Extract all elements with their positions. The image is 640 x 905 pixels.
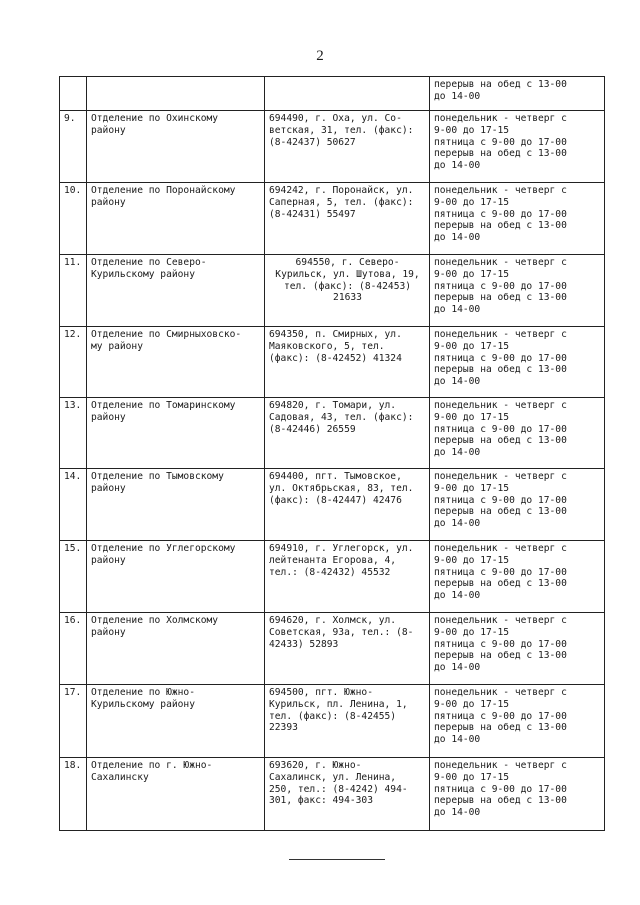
- department-cell: Отделение по Углегорскому району: [87, 541, 265, 613]
- address-cell: 694400, пгт. Тымовское, ул. Октябрьская, 83, тел. (факс): (8-42447) 42476: [265, 469, 430, 541]
- table-row-continuation: [60, 77, 605, 111]
- row-number-cell: 14.: [60, 469, 87, 541]
- address-cell: 694550, г. Северо- Курильск, ул. Шутова, 19, тел. (факс): (8-42453) 21633: [265, 255, 430, 327]
- row-number-cell: 9.: [60, 111, 87, 183]
- address-cell: 694490, г. Оха, ул. Со- ветская, 31, тел. (факс): (8-42437) 50627: [265, 111, 430, 183]
- address-cell: [265, 77, 430, 111]
- hours-cell: понедельник - четверг с 9-00 до 17-15 пятница с 9-00 до 17-00 перерыв на обед с 13-00 до 14-00: [430, 111, 605, 183]
- department-cell: Отделение по Холмскому району: [87, 613, 265, 685]
- department-cell: Отделение по г. Южно- Сахалинску: [87, 758, 265, 831]
- address-cell: 693620, г. Южно- Сахалинск, ул. Ленина, 250, тел.: (8-4242) 494- 301, факс: 494-303: [265, 758, 430, 831]
- hours-cell: понедельник - четверг с 9-00 до 17-15 пятница с 9-00 до 17-00 перерыв на обед с 13-00 до 14-00: [430, 255, 605, 327]
- hours-cell: понедельник - четверг с 9-00 до 17-15 пятница с 9-00 до 17-00 перерыв на обед с 13-00 до 14-00: [430, 685, 605, 758]
- department-cell: Отделение по Тымовскому району: [87, 469, 265, 541]
- table-row: [60, 255, 605, 327]
- hours-cell: понедельник - четверг с 9-00 до 17-15 пятница с 9-00 до 17-00 перерыв на обед с 13-00 до 14-00: [430, 183, 605, 255]
- hours-cell: понедельник - четверг с 9-00 до 17-15 пятница с 9-00 до 17-00 перерыв на обед с 13-00 до 14-00: [430, 469, 605, 541]
- table-row: [60, 111, 605, 183]
- address-cell: 694820, г. Томари, ул. Садовая, 43, тел. (факс): (8-42446) 26559: [265, 398, 430, 469]
- hours-cell: понедельник - четверг с 9-00 до 17-15 пятница с 9-00 до 17-00 перерыв на обед с 13-00 до 14-00: [430, 398, 605, 469]
- row-number-cell: 11.: [60, 255, 87, 327]
- row-number-cell: 10.: [60, 183, 87, 255]
- address-cell: 694242, г. Поронайск, ул. Саперная, 5, тел. (факс): (8-42431) 55497: [265, 183, 430, 255]
- table-row: [60, 541, 605, 613]
- address-cell: 694350, п. Смирных, ул. Маяковского, 5, тел. (факс): (8-42452) 41324: [265, 327, 430, 398]
- department-cell: Отделение по Охинскому району: [87, 111, 265, 183]
- row-number-cell: 15.: [60, 541, 87, 613]
- table-row: [60, 613, 605, 685]
- row-number-cell: 16.: [60, 613, 87, 685]
- table-row: [60, 327, 605, 398]
- department-cell: Отделение по Томаринскому району: [87, 398, 265, 469]
- row-number-cell: 13.: [60, 398, 87, 469]
- department-cell: Отделение по Северо- Курильскому району: [87, 255, 265, 327]
- table-row: [60, 469, 605, 541]
- row-number-cell: 17.: [60, 685, 87, 758]
- address-cell: 694910, г. Углегорск, ул. лейтенанта Егорова, 4, тел.: (8-42432) 45532: [265, 541, 430, 613]
- row-number-cell: 12.: [60, 327, 87, 398]
- hours-cell: понедельник - четверг с 9-00 до 17-15 пятница с 9-00 до 17-00 перерыв на обед с 13-00 до 14-00: [430, 327, 605, 398]
- address-cell: 694500, пгт. Южно- Курильск, пл. Ленина, 1, тел. (факс): (8-42455) 22393: [265, 685, 430, 758]
- hours-cell: понедельник - четверг с 9-00 до 17-15 пятница с 9-00 до 17-00 перерыв на обед с 13-00 до 14-00: [430, 758, 605, 831]
- row-number-cell: [60, 77, 87, 111]
- department-cell: Отделение по Южно- Курильскому району: [87, 685, 265, 758]
- table-row: [60, 183, 605, 255]
- hours-cell: перерыв на обед с 13-00 до 14-00: [430, 77, 605, 111]
- address-cell: 694620, г. Холмск, ул. Советская, 93а, тел.: (8- 42433) 52893: [265, 613, 430, 685]
- department-cell: [87, 77, 265, 111]
- table-row: [60, 685, 605, 758]
- row-number-cell: 18.: [60, 758, 87, 831]
- table-row: [60, 398, 605, 469]
- hours-cell: понедельник - четверг с 9-00 до 17-15 пятница с 9-00 до 17-00 перерыв на обед с 13-00 до 14-00: [430, 541, 605, 613]
- department-cell: Отделение по Поронайскому району: [87, 183, 265, 255]
- departments-table: [59, 76, 605, 831]
- department-cell: Отделение по Смирныховско- му району: [87, 327, 265, 398]
- footer-divider: [289, 859, 385, 860]
- table-row: [60, 758, 605, 831]
- hours-cell: понедельник - четверг с 9-00 до 17-15 пятница с 9-00 до 17-00 перерыв на обед с 13-00 до 14-00: [430, 613, 605, 685]
- page-number: 2: [316, 48, 324, 64]
